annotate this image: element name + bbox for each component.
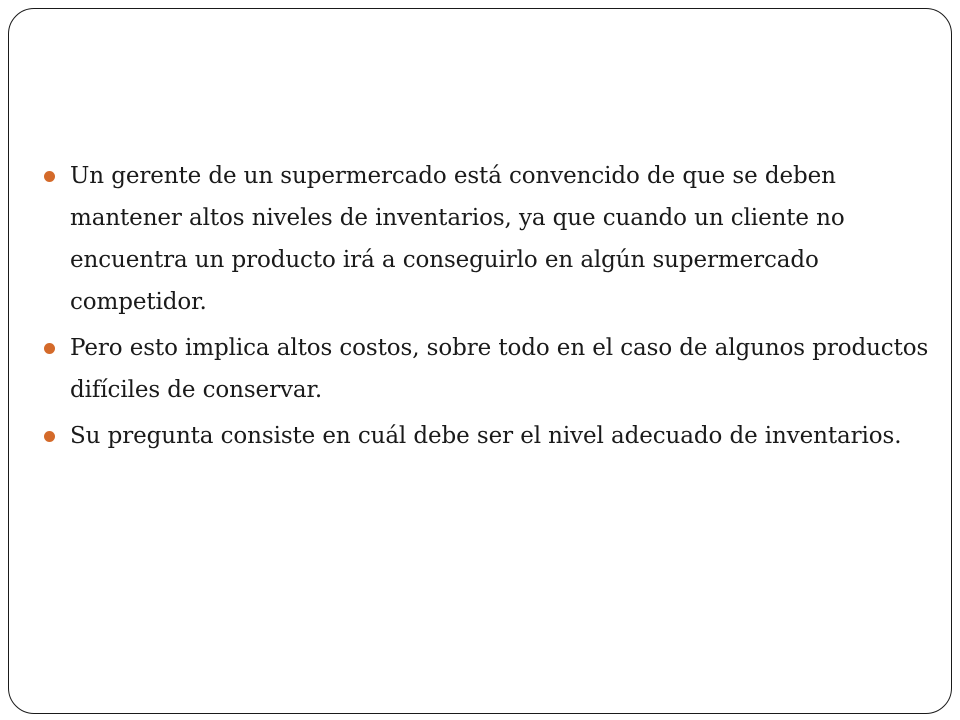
bullet-dot-icon: [44, 431, 55, 442]
bullet-dot-icon: [44, 343, 55, 354]
bullet-list: [44, 155, 944, 461]
bullet-text: Un gerente de un supermercado está convencido de que se deben mantener altos niveles de inventarios, ya que cuando un cliente no encuentra un producto irá a conseguirlo en algún supermercado competidor.: [70, 163, 845, 315]
bullet-item-question: [44, 415, 944, 457]
bullet-item-inventory-belief: [44, 155, 944, 323]
bullet-item-high-costs: [44, 327, 944, 411]
bullet-text: Su pregunta consiste en cuál debe ser el nivel adecuado de inventarios.: [70, 423, 902, 449]
bullet-dot-icon: [44, 171, 55, 182]
bullet-text: Pero esto implica altos costos, sobre todo en el caso de algunos productos difíciles de conservar.: [70, 335, 929, 403]
